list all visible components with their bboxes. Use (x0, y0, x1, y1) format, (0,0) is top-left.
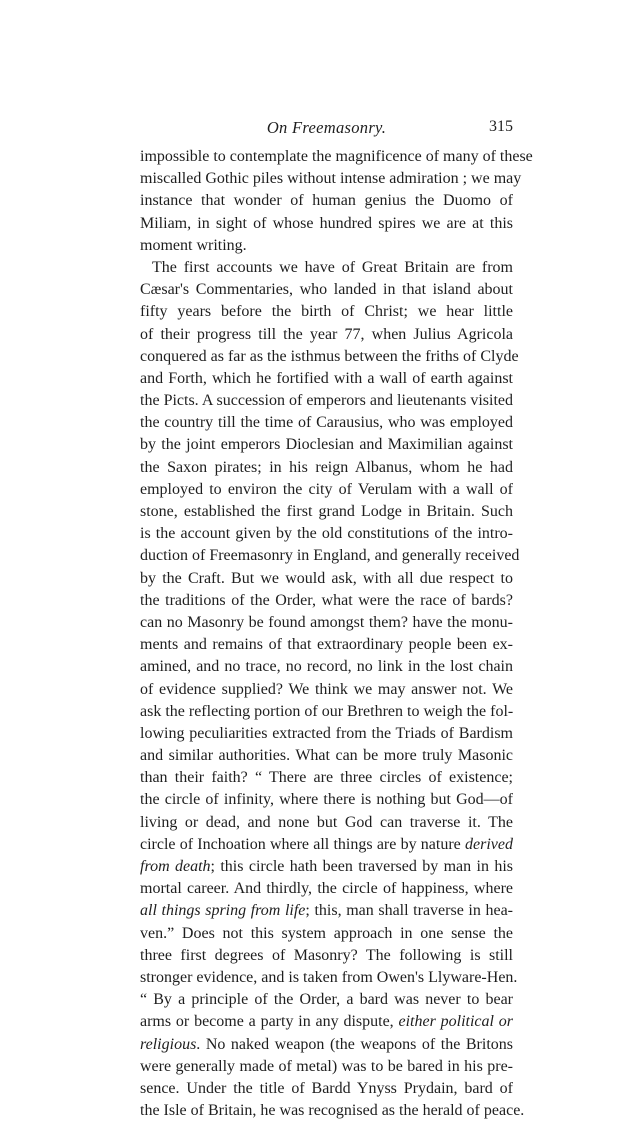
text-line: living or dead, and none but God can traverse it. The (140, 813, 513, 831)
text-line (140, 989, 513, 1011)
text-line: duction of Freemasonry in England, and generally received (140, 547, 520, 565)
text-line: sence. Under the title of Bardd Ynyss Prydain, bard of (140, 1079, 513, 1097)
book-page (140, 118, 533, 1122)
text-line: by the joint emperors Dioclesian and Maximilian against (140, 436, 513, 454)
text-line: the traditions of the Order, what were the race of bards? (140, 591, 513, 609)
text-line: and similar authorities. What can be more truly Masonic (140, 747, 513, 765)
text-line: the Picts. A succession of emperors and lieutenants visited (140, 392, 513, 410)
text-line (140, 834, 513, 856)
text-line: ask the reflecting portion of our Brethren to weigh the fol- (140, 702, 514, 720)
text-line: stone, established the first grand Lodge in Britain. Such (140, 503, 513, 520)
text-line: impossible to contemplate the magnificence of many of these (140, 148, 533, 165)
text-segment: arms or become a party in any dispute, (140, 1013, 399, 1031)
running-head (140, 118, 513, 146)
text-segment: circle of Inchoation where all things are by nature (140, 835, 466, 853)
text-line: conquered as far as the isthmus between the friths of Clyde (140, 347, 519, 365)
text-line (140, 900, 513, 922)
body-text (140, 146, 533, 1122)
page-number: 315 (489, 118, 513, 135)
text-line: Cæsar's Commentaries, who landed in that island about (140, 281, 513, 299)
text-line: the circle of infinity, where there is nothing but God—of (140, 791, 513, 809)
text-line: lowing peculiarities extracted from the Triads of Bardism (140, 724, 513, 742)
text-line: than their faith? “ There are three circles of existence; (140, 769, 513, 787)
text-line: The first accounts we have of Great Britain are from (152, 258, 513, 276)
text-line: and Forth, which he fortified with a wall of earth against (140, 369, 513, 387)
text-line: the Isle of Britain, he was recognised as the herald of peace. (140, 1102, 525, 1120)
text-line: is the account given by the old constitutions of the intro- (140, 525, 513, 543)
text-line (140, 856, 513, 878)
italic-text: derived (465, 835, 513, 853)
text-segment: ; this circle hath been traversed by man in his (210, 858, 513, 875)
italic-text: from death (140, 858, 211, 875)
text-line: employed to environ the city of Verulam with a wall of (140, 480, 513, 498)
italic-text: all things spring from life (140, 902, 306, 920)
text-line: Miliam, in sight of whose hundred spires we are at this (140, 214, 513, 232)
italic-text: religious (140, 1035, 197, 1053)
text-line: of their progress till the year 77, when Julius Agricola (140, 325, 513, 343)
text-line: miscalled Gothic piles without intense admiration ; we may (140, 170, 522, 188)
text-line: instance that wonder of human genius the Duomo of (140, 192, 513, 210)
text-line: stronger evidence, and is taken from Owen's Llyware-Hen. (140, 968, 518, 986)
text-line: moment writing. (140, 236, 247, 254)
text-line: by the Craft. But we would ask, with all due respect to (140, 569, 513, 587)
running-title: On Freemasonry. (266, 118, 387, 137)
text-line: can no Masonry be found amongst them? have the monu- (140, 613, 513, 631)
text-line (140, 1011, 513, 1033)
text-segment: . No naked weapon (the weapons of the Britons (196, 1035, 513, 1053)
text-line: mortal career. And thirdly, the circle of happiness, where (140, 880, 513, 898)
italic-text: either political or (398, 1013, 513, 1031)
text-line (140, 1034, 513, 1056)
text-line: of evidence supplied? We think we may answer not. We (140, 680, 513, 698)
text-line: ments and remains of that extraordinary people been ex- (140, 636, 513, 654)
text-line: ven.” Does not this system approach in one sense the (140, 924, 513, 942)
text-line: fifty years before the birth of Christ; we hear little (140, 303, 513, 321)
text-line: three first degrees of Masonry? The following is still (140, 946, 513, 964)
text-line: amined, and no trace, no record, no link in the lost chain (140, 658, 513, 676)
text-line: the country till the time of Carausius, who was employed (140, 414, 513, 432)
text-line: the Saxon pirates; in his reign Albanus, whom he had (140, 458, 513, 476)
text-segment: “ By a principle of the Order, a bard was never to bear (140, 991, 513, 1009)
text-segment: ; this, man shall traverse in hea- (305, 902, 514, 920)
text-line: were generally made of metal) was to be bared in his pre- (140, 1057, 513, 1075)
